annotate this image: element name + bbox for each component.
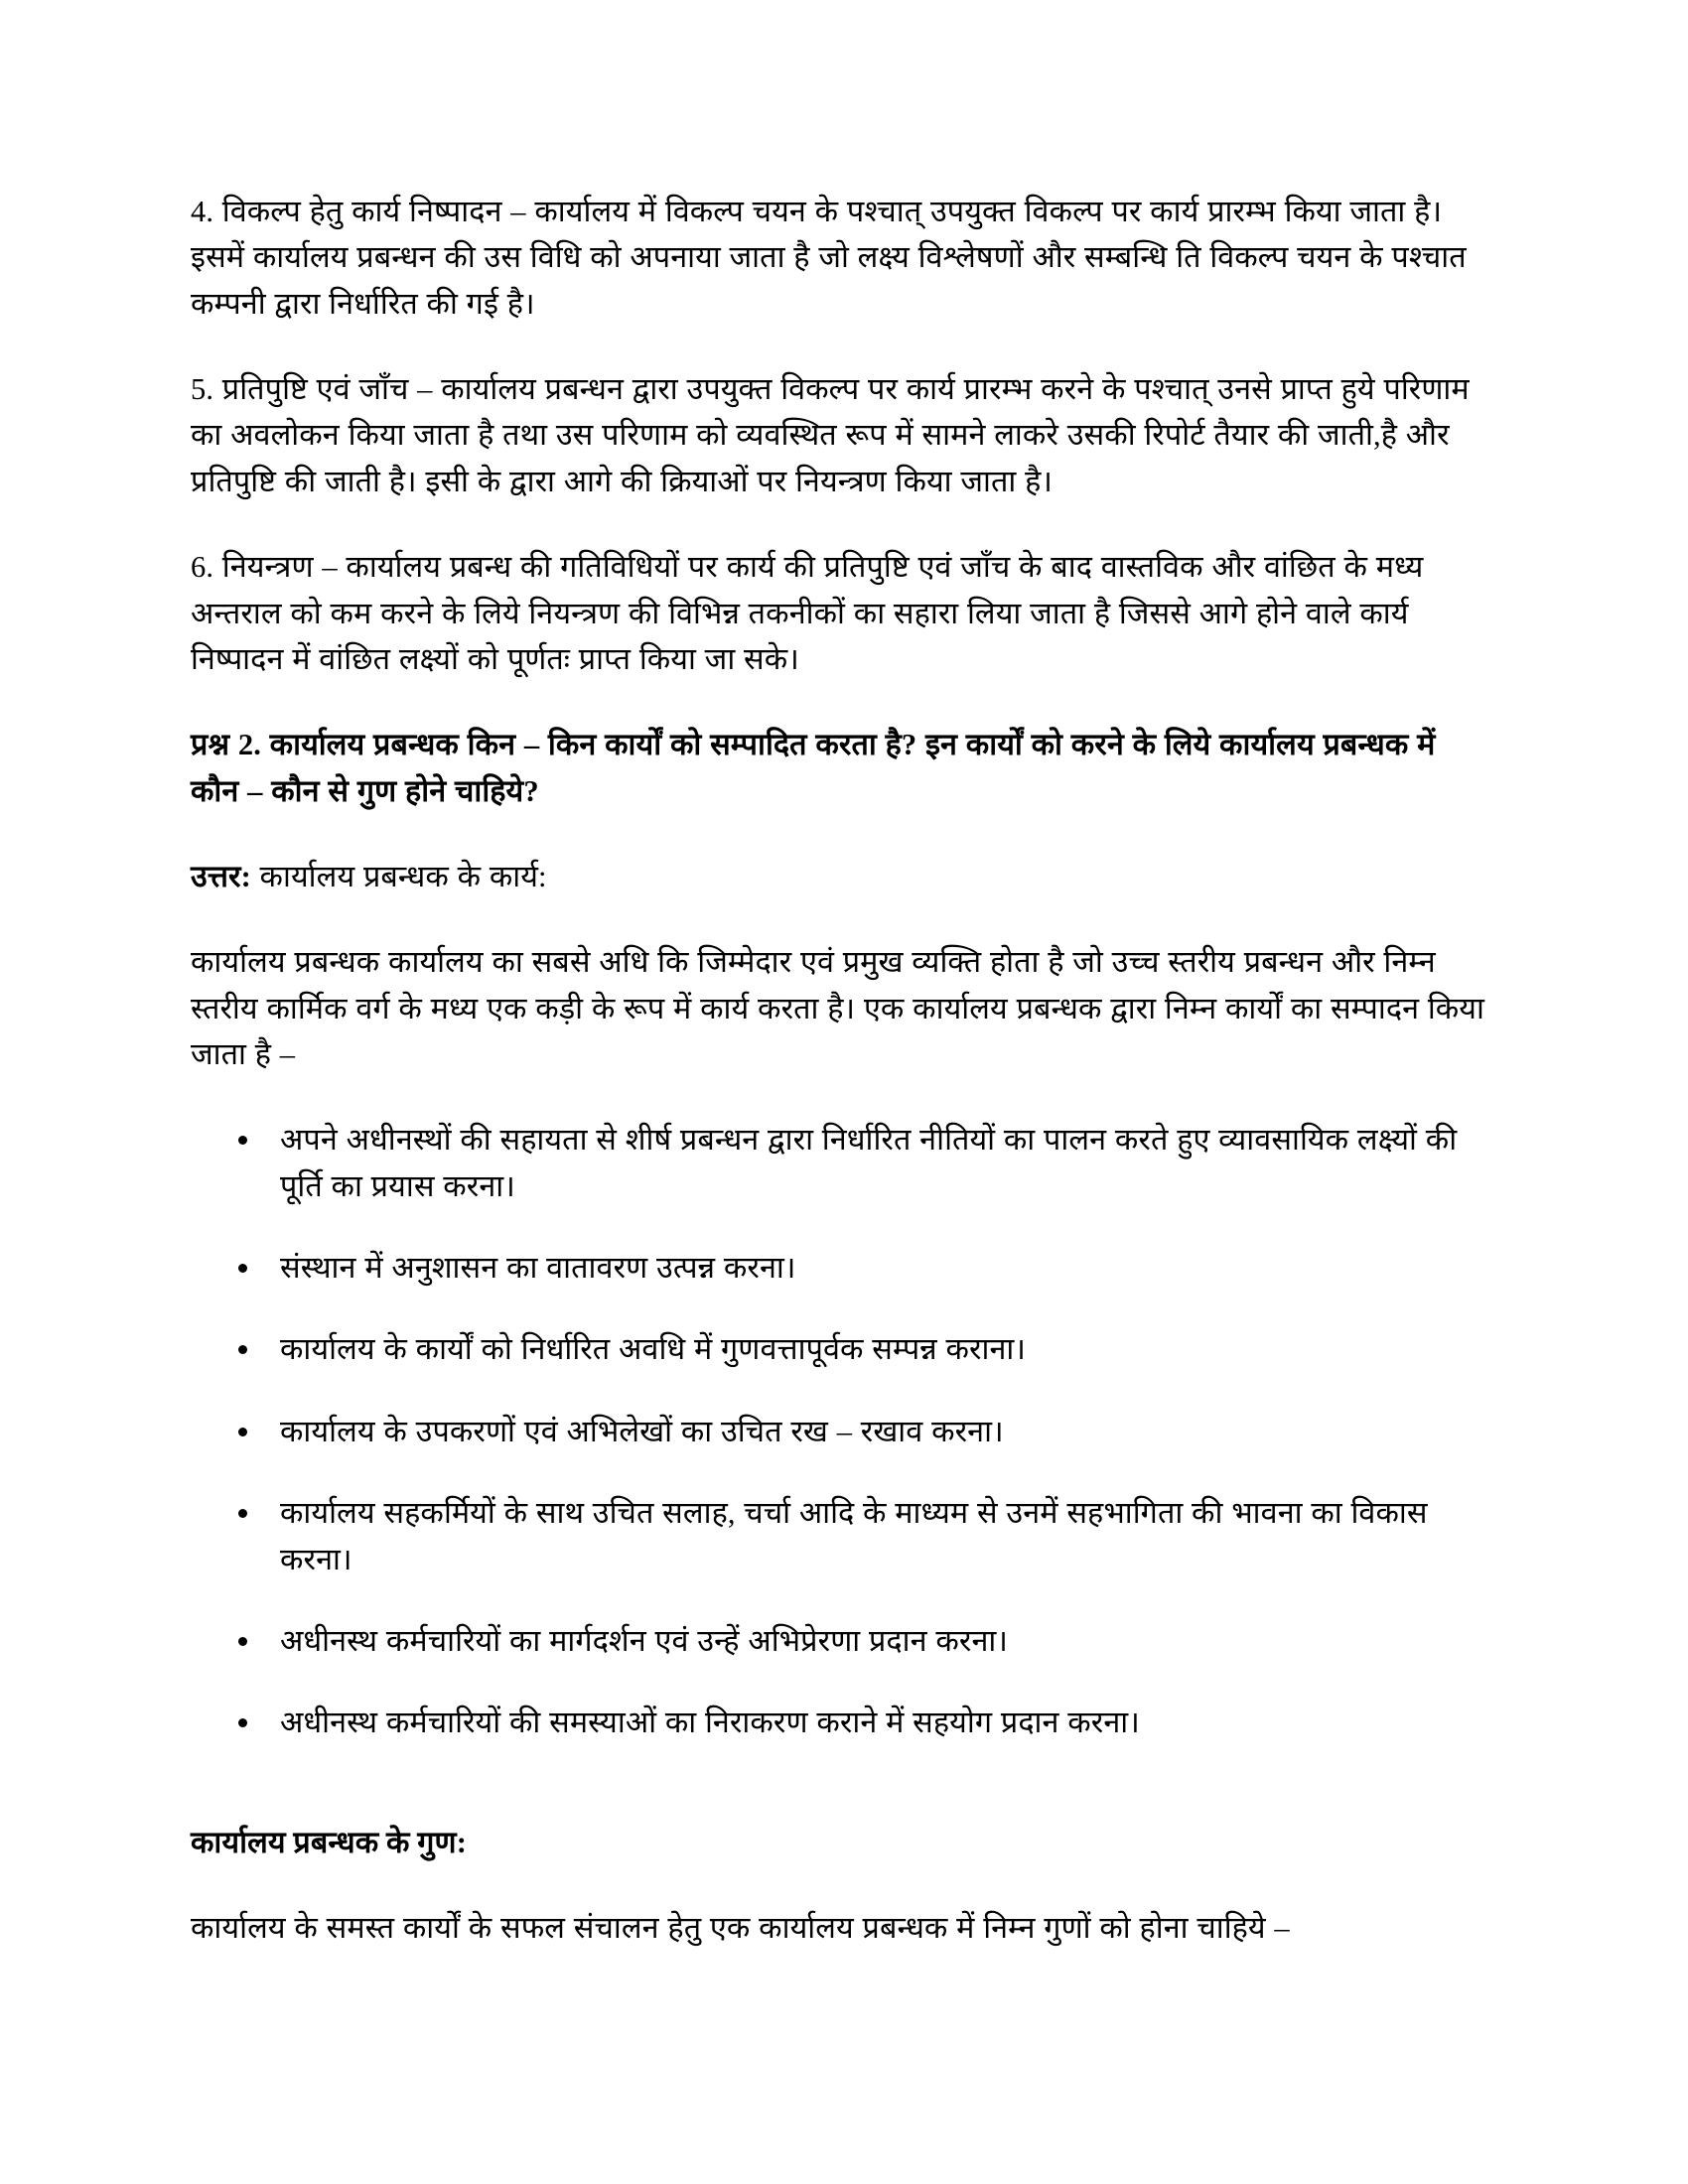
list-item-text: संस्थान में अनुशासन का वातावरण उत्पन्न करना। (280, 1251, 796, 1286)
question-heading: प्रश्न 2. कार्यालय प्रबन्धक किन – किन कार्यों को सम्पादित करता है? इन कार्यों को करने के लिये कार्यालय प्रबन्धक में कौन – कौन से गुण होने चाहिये? (191, 728, 1436, 808)
qualities-intro-paragraph: कार्यालय के समस्त कार्यों के सफल संचालन हेतु एक कार्यालय प्रबन्धक में निम्न गुणों को होना चाहिये – (191, 1910, 1290, 1945)
qualities-heading: कार्यालय प्रबन्धक के गुण: (191, 1825, 467, 1859)
list-item (238, 1618, 1486, 1664)
bullet-dot-icon (238, 1637, 247, 1646)
answer-label-line (191, 854, 1486, 899)
list-item (238, 1409, 1486, 1454)
list-item (238, 1326, 1486, 1372)
list-item (238, 1700, 1486, 1745)
paragraph-point-6: 6. नियन्त्रण – कार्यालय प्रबन्ध की गतिविधियों पर कार्य की प्रतिपुष्टि एवं जाँच के बाद वास्तविक और वांछित के मध्य अन्तराल को कम करने के लिये नियन्त्रण की विभिन्न तकनीकों का सहारा लिया जाता है जिससे आगे होने वाले कार्य निष्पादन में वांछित लक्ष्यों को पूर्णतः प्राप्त किया जा सके। (191, 550, 1424, 676)
bullet-dot-icon (238, 1264, 247, 1273)
list-item-text: कार्यालय सहकर्मियों के साथ उचित सलाह, चर्चा आदि के माध्यम से उनमें सहभागिता की भावना का विकास करना। (280, 1496, 1428, 1576)
list-item-text: कार्यालय के उपकरणों एवं अभिलेखों का उचित रख – रखाव करना। (280, 1414, 1004, 1448)
paragraph-point-4: 4. विकल्प हेतु कार्य निष्पादन – कार्यालय में विकल्प चयन के पश्चात् उपयुक्त विकल्प पर कार्य प्रारम्भ किया जाता है। इसमें कार्यालय प्रबन्धन की उस विधि को अपनाया जाता है जो लक्ष्य विश्लेषणों और सम्बन्धि ति विकल्प चयन के पश्चात कम्पनी द्वारा निर्धारित की गई है। (191, 195, 1467, 321)
list-item-text: अपने अधीनस्थों की सहायता से शीर्ष प्रबन्धन द्वारा निर्धारित नीतियों का पालन करते हुए व्यावसायिक लक्ष्यों की पूर्ति का प्रयास करना। (280, 1123, 1458, 1203)
paragraph-point-5: 5. प्रतिपुष्टि एवं जाँच – कार्यालय प्रबन्धन द्वारा उपयुक्त विकल्प पर कार्य प्रारम्भ करने के पश्चात् उनसे प्राप्त हुये परिणाम का अवलोकन किया जाता है तथा उस परिणाम को व्यवस्थित रूप में सामने लाकरे उसकी रिपोर्ट तैयार की जाती,है और प्रतिपुष्टि की जाती है। इसी के द्वारा आगे की क्रियाओं पर नियन्त्रण किया जाता है। (191, 372, 1470, 498)
answer-label-rest: कार्यालय प्रबन्धक के कार्य: (250, 859, 547, 893)
bullet-dot-icon (238, 1428, 247, 1436)
list-item (238, 1117, 1486, 1209)
answer-intro-paragraph: कार्यालय प्रबन्धक कार्यालय का सबसे अधि कि जिम्मेदार एवं प्रमुख व्यक्ति होता है जो उच्च स्तरीय प्रबन्धन और निम्न स्तरीय कार्मिक वर्ग के मध्य एक कड़ी के रूप में कार्य करता है। एक कार्यालय प्रबन्धक द्वारा निम्न कार्यों का सम्पादन किया जाता है – (191, 945, 1485, 1072)
bullet-dot-icon (238, 1345, 247, 1354)
spacer (191, 1786, 1486, 1820)
page-content (191, 189, 1486, 1951)
list-item (238, 1245, 1486, 1291)
list-item-text: कार्यालय के कार्यों को निर्धारित अवधि में गुणवत्तापूर्वक सम्पन्न कराना। (280, 1332, 1027, 1367)
manager-functions-list (191, 1117, 1486, 1745)
list-item-text: अधीनस्थ कर्मचारियों का मार्गदर्शन एवं उन्हें अभिप्रेरणा प्रदान करना। (280, 1623, 1009, 1658)
bullet-dot-icon (238, 1718, 247, 1727)
bullet-dot-icon (238, 1136, 247, 1145)
answer-label: उत्तर: (191, 859, 251, 893)
list-item (238, 1490, 1486, 1582)
bullet-dot-icon (238, 1509, 247, 1518)
list-item-text: अधीनस्थ कर्मचारियों की समस्याओं का निराकरण कराने में सहयोग प्रदान करना। (280, 1706, 1140, 1740)
